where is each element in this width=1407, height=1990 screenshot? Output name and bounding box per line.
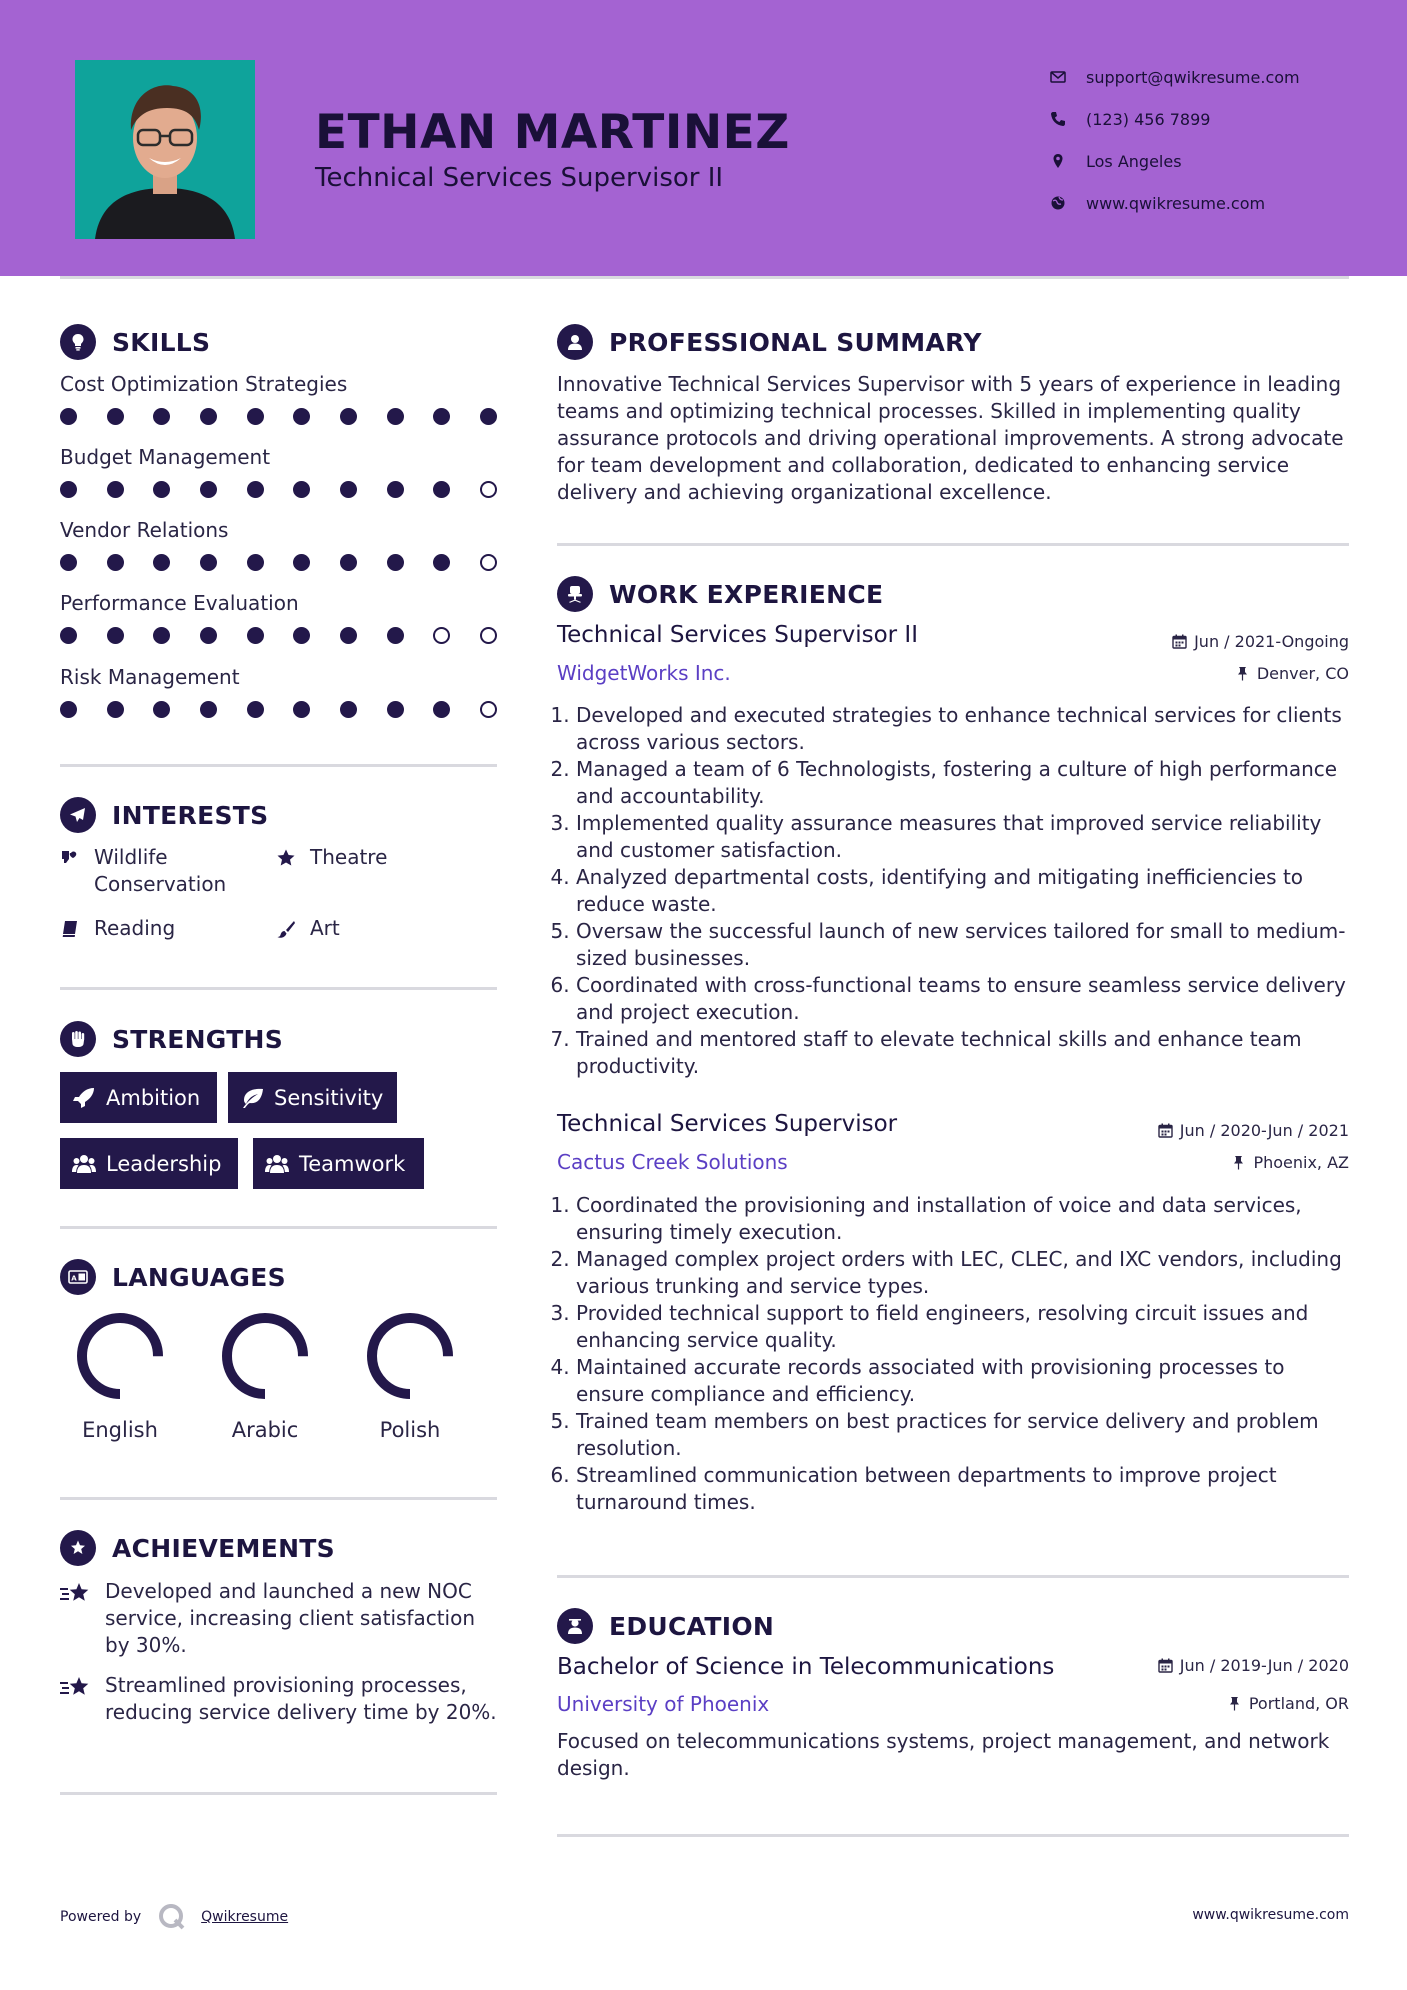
rating-dot-filled (247, 481, 264, 498)
duty-item: 6. Coordinated with cross-functional teams to ensure seamless service delivery and project execution. (576, 972, 1352, 1026)
qwikresume-logo-icon (157, 1902, 187, 1932)
contact-email-text: support@qwikresume.com (1086, 67, 1300, 87)
language-name: Polish (379, 1418, 441, 1442)
hand-fist-icon (60, 1021, 96, 1057)
interest-label: Wildlife Conservation (94, 845, 227, 896)
rating-dot-filled (107, 481, 124, 498)
language-item (60, 1310, 180, 1442)
job-location (1235, 664, 1349, 683)
skill-rating (60, 554, 497, 571)
duty-item: 1. Developed and executed strategies to enhance technical services for clients across various sectors. (576, 702, 1352, 756)
office-chair-icon (557, 576, 593, 612)
interest-item (276, 844, 496, 871)
book-icon (60, 915, 94, 942)
skills-title: SKILLS (112, 327, 211, 357)
strength-badge (60, 1138, 238, 1189)
strength-label: Leadership (106, 1151, 222, 1176)
section-divider (60, 1792, 497, 1795)
contact-website-text: www.qwikresume.com (1086, 193, 1266, 213)
rating-dot-filled (293, 554, 310, 571)
qwikresume-link[interactable]: Qwikresume (201, 1909, 289, 1925)
section-divider (60, 1497, 497, 1500)
interest-item (60, 844, 280, 898)
experience-title: WORK EXPERIENCE (609, 579, 884, 609)
language-progress-ring (364, 1310, 456, 1402)
job-duties (557, 1192, 1352, 1516)
strength-badge (228, 1072, 397, 1123)
language-progress-ring (74, 1310, 166, 1402)
user-icon (557, 324, 593, 360)
contact-phone-text: (123) 456 7899 (1086, 109, 1211, 129)
skill-name: Risk Management (60, 665, 240, 689)
section-divider (60, 764, 497, 767)
rating-dot-filled (153, 408, 170, 425)
rating-dot-filled (60, 701, 77, 718)
pushpin-icon (1227, 1696, 1242, 1711)
rating-dot-filled (293, 408, 310, 425)
interests-title: INTERESTS (112, 800, 269, 830)
duty-item: 6. Streamlined communication between departments to improve project turnaround times. (576, 1462, 1352, 1516)
job-title: Technical Services Supervisor II (557, 622, 918, 648)
rating-dot-empty (433, 627, 450, 644)
rating-dot-filled (387, 554, 404, 571)
candidate-name: ETHAN MARTINEZ (315, 105, 790, 160)
profile-photo (75, 60, 255, 239)
leaf-icon (240, 1087, 264, 1109)
languages-heading (60, 1259, 286, 1295)
users-icon (72, 1153, 96, 1175)
lightbulb-icon (60, 324, 96, 360)
rating-dot-filled (107, 627, 124, 644)
rating-dot-filled (247, 408, 264, 425)
education-location (1227, 1694, 1349, 1713)
language-name: English (82, 1418, 158, 1442)
skill-rating (60, 408, 497, 425)
contact-block (1050, 56, 1390, 224)
contact-location-text: Los Angeles (1086, 151, 1182, 171)
achievement-text: Streamlined provisioning processes, reducing service delivery time by 20%. (105, 1673, 497, 1724)
star-icon (276, 844, 310, 871)
duty-item: 3. Implemented quality assurance measures that improved service reliability and customer satisfaction. (576, 810, 1352, 864)
shooting-star-icon (60, 1672, 105, 1726)
rating-dot-filled (200, 408, 217, 425)
rocket-icon (72, 1087, 96, 1109)
strength-badge (253, 1138, 424, 1189)
contact-location (1050, 140, 1390, 182)
duty-item: 5. Oversaw the successful launch of new services tailored for small to medium-sized businesses. (576, 918, 1352, 972)
interest-item (60, 915, 280, 942)
rating-dot-empty (480, 627, 497, 644)
rating-dot-filled (153, 481, 170, 498)
language-progress-arc (227, 1318, 303, 1394)
rating-dot-filled (60, 481, 77, 498)
strengths-heading (60, 1021, 283, 1057)
rating-dot-filled (60, 554, 77, 571)
rating-dot-filled (200, 627, 217, 644)
achievement-text: Developed and launched a new NOC service, increasing client satisfaction by 30%. (105, 1579, 476, 1657)
pushpin-icon (1235, 666, 1250, 681)
achievements-heading (60, 1530, 335, 1566)
rating-dot-filled (387, 481, 404, 498)
strength-label: Sensitivity (274, 1085, 384, 1110)
strength-badge (60, 1072, 217, 1123)
rating-dot-filled (340, 701, 357, 718)
skill-rating (60, 481, 497, 498)
rating-dot-filled (340, 627, 357, 644)
achievement-item (60, 1672, 500, 1726)
summary-heading (557, 324, 982, 360)
job-duties (557, 702, 1352, 1080)
rating-dot-filled (387, 408, 404, 425)
rating-dot-filled (153, 701, 170, 718)
contact-website[interactable] (1050, 182, 1390, 224)
rating-dot-filled (387, 627, 404, 644)
job-dates-text: Jun / 2020-Jun / 2021 (1179, 1121, 1349, 1140)
duty-item: 4. Maintained accurate records associated with provisioning processes to ensure compliance and efficiency. (576, 1354, 1352, 1408)
rating-dot-filled (247, 701, 264, 718)
rating-dot-empty (480, 701, 497, 718)
candidate-title: Technical Services Supervisor II (315, 163, 724, 193)
interest-label: Theatre (310, 845, 388, 869)
resume-header (0, 0, 1407, 276)
rating-dot-filled (480, 408, 497, 425)
job-company: Cactus Creek Solutions (557, 1150, 788, 1174)
education-description: Focused on telecommunications systems, project management, and network design. (557, 1729, 1330, 1780)
interests-heading (60, 797, 268, 833)
pushpin-icon (1231, 1155, 1246, 1170)
rating-dot-filled (433, 481, 450, 498)
education-title: EDUCATION (609, 1611, 775, 1641)
rating-dot-filled (293, 701, 310, 718)
duty-item: 2. Managed complex project orders with LEC, CLEC, and IXC vendors, including various trunking and service types. (576, 1246, 1352, 1300)
contact-phone[interactable] (1050, 98, 1390, 140)
rating-dot-filled (107, 408, 124, 425)
education-heading (557, 1608, 774, 1644)
duty-item: 5. Trained team members on best practices for service delivery and problem resolution. (576, 1408, 1352, 1462)
job-location (1231, 1153, 1349, 1172)
rating-dot-filled (293, 627, 310, 644)
rating-dot-filled (107, 554, 124, 571)
rating-dot-filled (107, 701, 124, 718)
skill-rating (60, 627, 497, 644)
footer-powered-by (60, 1902, 288, 1932)
interest-item (276, 915, 496, 942)
strength-label: Ambition (106, 1085, 201, 1110)
language-progress-arc (82, 1318, 158, 1394)
language-progress-ring (219, 1310, 311, 1402)
rating-dot-filled (200, 701, 217, 718)
rating-dot-filled (247, 627, 264, 644)
experience-heading (557, 576, 883, 612)
rating-dot-filled (340, 408, 357, 425)
rating-dot-filled (247, 554, 264, 571)
achievements-title: ACHIEVEMENTS (112, 1533, 335, 1563)
rating-dot-filled (153, 554, 170, 571)
language-progress-arc (372, 1318, 448, 1394)
skill-item (60, 445, 500, 498)
job-location-text: Phoenix, AZ (1253, 1153, 1349, 1172)
paper-plane-icon (60, 797, 96, 833)
rating-dot-filled (60, 408, 77, 425)
rating-dot-filled (293, 481, 310, 498)
skill-item (60, 665, 500, 718)
powered-by-text: Powered by (60, 1909, 142, 1925)
duty-item: 2. Managed a team of 6 Technologists, fostering a culture of high performance and accountability. (576, 756, 1352, 810)
star-badge-icon (60, 1530, 96, 1566)
location-pin-icon (1050, 151, 1080, 171)
education-dates-text: Jun / 2019-Jun / 2020 (1179, 1656, 1349, 1675)
section-divider (557, 1575, 1349, 1578)
svg-text:A: A (71, 1274, 77, 1283)
language-name: Arabic (231, 1418, 299, 1442)
section-divider (60, 1226, 497, 1229)
rating-dot-filled (200, 554, 217, 571)
rating-dot-filled (153, 627, 170, 644)
duty-item: 4. Analyzed departmental costs, identifying and mitigating inefficiencies to reduce waste. (576, 864, 1352, 918)
section-divider (557, 543, 1349, 546)
language-item (350, 1310, 470, 1442)
paintbrush-icon (276, 915, 310, 942)
job-dates-text: Jun / 2021-Ongoing (1194, 632, 1349, 651)
rating-dot-filled (60, 627, 77, 644)
graduate-icon (557, 1608, 593, 1644)
skill-name: Vendor Relations (60, 518, 229, 542)
education-dates (1158, 1656, 1349, 1675)
education-degree: Bachelor of Science in Telecommunications (557, 1654, 1055, 1680)
skill-item (60, 591, 500, 644)
strength-label: Teamwork (299, 1151, 406, 1176)
duty-item: 7. Trained and mentored staff to elevate technical skills and enhance team productivity. (576, 1026, 1352, 1080)
duty-item: 3. Provided technical support to field engineers, resolving circuit issues and enhancing service quality. (576, 1300, 1352, 1354)
languages-title: LANGUAGES (112, 1262, 286, 1292)
skill-item (60, 518, 500, 571)
rating-dot-filled (433, 554, 450, 571)
skill-name: Cost Optimization Strategies (60, 372, 348, 396)
rating-dot-empty (480, 554, 497, 571)
shooting-star-icon (60, 1578, 105, 1659)
globe-icon (1050, 193, 1080, 213)
calendar-icon (1158, 1658, 1173, 1673)
section-divider (557, 1834, 1349, 1837)
contact-email[interactable] (1050, 56, 1390, 98)
rating-dot-filled (200, 481, 217, 498)
summary-title: PROFESSIONAL SUMMARY (609, 327, 982, 357)
language-item (205, 1310, 325, 1442)
calendar-icon (1172, 634, 1187, 649)
rating-dot-filled (387, 701, 404, 718)
strengths-title: STRENGTHS (112, 1024, 284, 1054)
envelope-icon (1050, 67, 1080, 87)
job-dates (1158, 1121, 1349, 1140)
education-school: University of Phoenix (557, 1692, 770, 1716)
education-location-text: Portland, OR (1248, 1694, 1349, 1713)
phone-icon (1050, 109, 1080, 129)
language-icon (60, 1259, 96, 1295)
skill-name: Budget Management (60, 445, 271, 469)
summary-text: Innovative Technical Services Supervisor with 5 years of experience in leading teams and optimizing technical processes. Skilled in implementing quality assurance protocols and driving operational improvements. A strong advocate for team development and collaboration, dedicated to enhancing service delivery and achieving organizational excellence. (557, 372, 1344, 504)
achievement-item (60, 1578, 500, 1659)
duty-item: 1. Coordinated the provisioning and installation of voice and data services, ensuring timely execution. (576, 1192, 1352, 1246)
rating-dot-filled (433, 408, 450, 425)
skill-name: Performance Evaluation (60, 591, 299, 615)
rating-dot-empty (480, 481, 497, 498)
skill-rating (60, 701, 497, 718)
job-dates (1172, 632, 1349, 651)
job-location-text: Denver, CO (1256, 664, 1349, 683)
job-title: Technical Services Supervisor (557, 1111, 898, 1137)
rating-dot-filled (340, 481, 357, 498)
job-company: WidgetWorks Inc. (557, 661, 731, 685)
interest-label: Reading (94, 916, 176, 940)
footer-url[interactable]: www.qwikresume.com (1192, 1907, 1349, 1923)
calendar-icon (1158, 1123, 1173, 1138)
users-icon (265, 1153, 289, 1175)
interest-label: Art (310, 916, 340, 940)
section-divider (60, 987, 497, 990)
rating-dot-filled (433, 701, 450, 718)
hand-heart-icon (60, 844, 94, 871)
skills-heading (60, 324, 210, 360)
header-divider (60, 276, 1349, 279)
rating-dot-filled (340, 554, 357, 571)
skill-item (60, 372, 500, 425)
